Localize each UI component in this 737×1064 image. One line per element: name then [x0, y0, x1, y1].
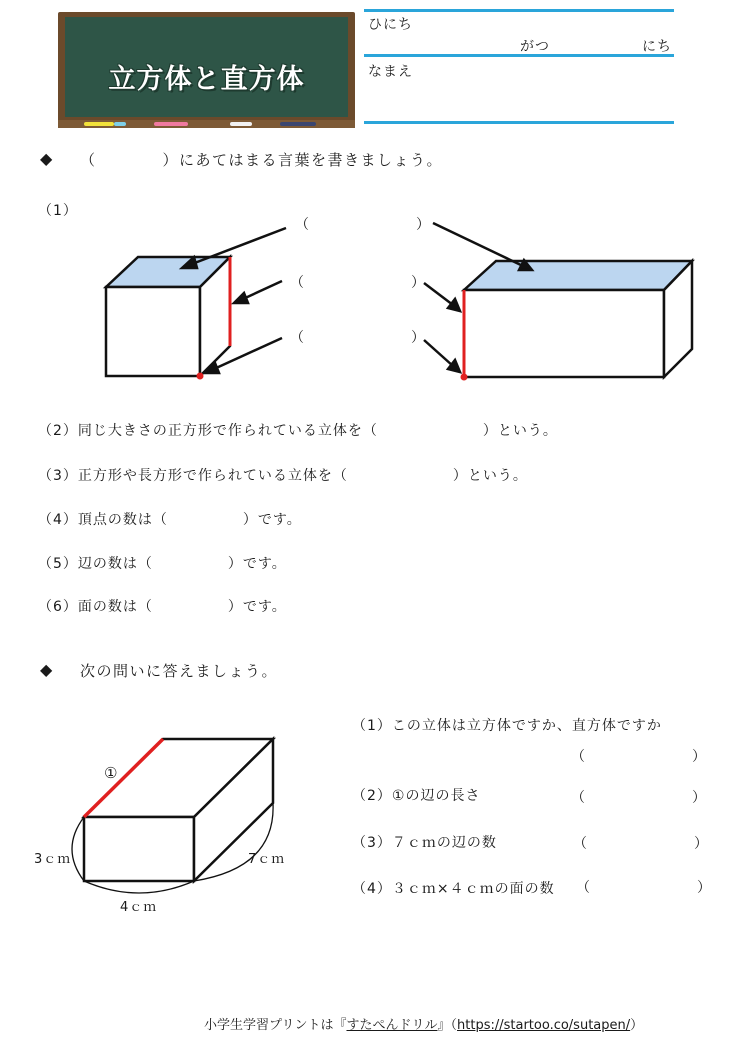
box-figure: [461, 261, 693, 381]
s2-question-3: （3）７ｃｍの辺の数: [352, 835, 497, 851]
s2-answer-4-open: （: [576, 880, 591, 896]
dim-box-front-face: [84, 817, 194, 881]
footer: [204, 1014, 643, 1033]
arrowhead-icon: [448, 299, 460, 311]
footer-suffix: ）: [630, 1018, 644, 1033]
question-3: （3）正方形や長方形で作られている立体を（ ）という。: [38, 468, 528, 484]
question-5: （5）辺の数は（ ）です。: [38, 556, 287, 572]
box-top-face: [464, 261, 692, 290]
answer-face-open: （: [295, 217, 310, 233]
question-4: （4）頂点の数は（ ）です。: [38, 512, 302, 528]
cube-front-face: [106, 287, 200, 376]
name-label: なまえ: [368, 64, 413, 80]
q1-label: （1）: [38, 203, 78, 219]
solids-figure: [0, 0, 737, 400]
date-label: ひにち: [368, 17, 413, 33]
arrow-edge-right: [424, 283, 453, 305]
box-front-face: [464, 290, 664, 377]
edge-one-label: ①: [104, 764, 119, 782]
depth-label: 7ｃｍ: [248, 852, 286, 867]
question-6: （6）面の数は（ ）です。: [38, 599, 287, 615]
s2-answer-3-open: （: [573, 836, 588, 852]
section1-bullet: ◆: [40, 149, 53, 168]
s2-question-1: （1）この立体は立方体ですか、直方体ですか: [352, 718, 662, 734]
s2-answer-4-close: ）: [697, 880, 712, 896]
cube-figure: [106, 257, 230, 380]
page-title: 立方体と直方体: [108, 64, 305, 95]
box-red-vertex: [461, 374, 468, 381]
width-dimension-arc: [84, 881, 194, 893]
section2-bullet: ◆: [40, 660, 53, 679]
s2-question-4: （4）３ｃｍ×４ｃｍの面の数: [352, 881, 555, 897]
section1-instruction: （ ）にあてはまる言葉を書きましょう。: [80, 151, 444, 169]
box-dimensions-figure: [0, 700, 340, 920]
s2-answer-1-open: （: [571, 749, 586, 765]
s2-answer-3-close: ）: [694, 836, 709, 852]
s2-answer-2-close: ）: [692, 790, 707, 806]
height-dimension-arc: [72, 817, 84, 881]
answer-vertex-open: （: [290, 330, 305, 346]
footer-prefix: 小学生学習プリントは『: [204, 1018, 347, 1033]
arrow-vertex-right: [424, 340, 453, 366]
height-label: 3ｃｍ: [34, 852, 72, 867]
footer-site-link[interactable]: すたぺんドリル: [346, 1018, 438, 1033]
answer-edge-close: ）: [411, 275, 426, 291]
answer-face-close: ）: [416, 217, 431, 233]
s2-question-2: （2）①の辺の長さ: [352, 788, 481, 804]
answer-vertex-close: ）: [411, 330, 426, 346]
month-label: がつ: [520, 39, 550, 55]
arrowhead-icon: [234, 293, 248, 303]
width-label: 4ｃｍ: [120, 900, 158, 915]
s2-answer-1-close: ）: [692, 749, 707, 765]
footer-url-link[interactable]: https://startoo.co/sutapen/: [457, 1018, 631, 1033]
section2-instruction: 次の問いに答えましょう。: [80, 662, 279, 680]
cube-red-vertex: [197, 373, 204, 380]
arrow-face-right: [433, 223, 523, 266]
question-2: （2）同じ大きさの正方形で作られている立体を（ ）という。: [38, 423, 558, 439]
answer-edge-open: （: [290, 275, 305, 291]
arrow-face-left: [192, 228, 286, 264]
arrow-edge-left: [243, 281, 282, 299]
s2-answer-2-open: （: [571, 790, 586, 806]
footer-middle: 』（: [437, 1018, 458, 1033]
day-label: にち: [642, 39, 672, 55]
